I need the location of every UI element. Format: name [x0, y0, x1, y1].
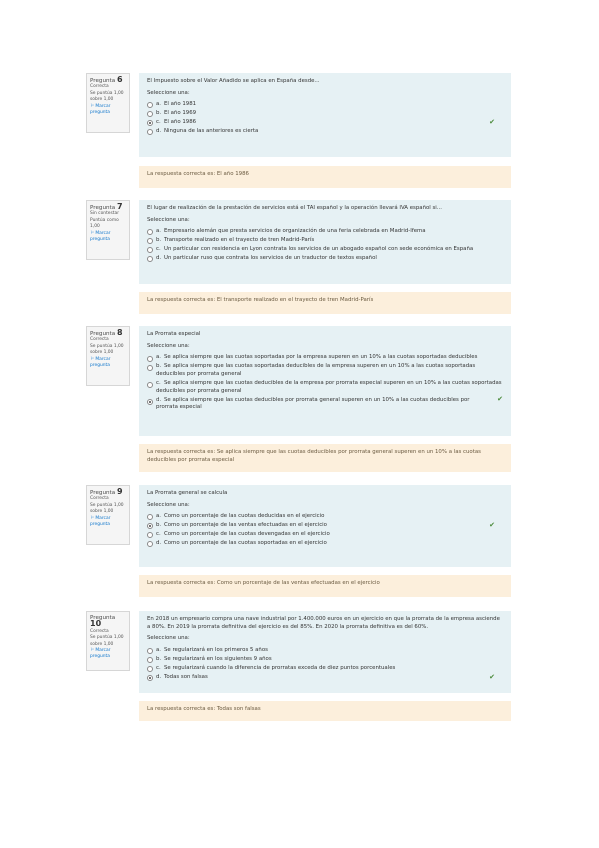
answer-option[interactable]: a. El año 1981	[147, 100, 503, 109]
flag-icon: ⚐	[90, 356, 94, 362]
question-score: Se puntúa 1,00 sobre 1,00	[90, 343, 124, 356]
question-status: Correcta	[90, 628, 109, 634]
select-label: Seleccione una:	[147, 89, 190, 96]
answer-option[interactable]: a. Empresario alemán que presta servicios de organización de una feria celebrada en Madrid-Ifema	[147, 227, 503, 236]
flag-question-button[interactable]: ⚐ Marcar pregunta	[90, 103, 111, 116]
answer-option[interactable]: d. Un particular ruso que contrata los servicios de un traductor de textos español	[147, 254, 503, 263]
feedback-text: La respuesta correcta es: Todas son falsas	[147, 706, 261, 712]
radio-button[interactable]	[147, 356, 153, 362]
radio-button[interactable]	[147, 256, 153, 262]
correct-check-icon: ✔	[489, 672, 495, 681]
feedback-box	[139, 166, 511, 188]
question-label: Pregunta	[90, 490, 116, 496]
feedback-text: La respuesta correcta es: El año 1986	[147, 171, 249, 177]
feedback-text: La respuesta correcta es: Como un porcentaje de las ventas efectuadas en el ejercicio	[147, 580, 380, 586]
flag-question-button[interactable]: ⚐ Marcar pregunta	[90, 230, 111, 243]
flag-question-button[interactable]: ⚐ Marcar pregunta	[90, 648, 111, 660]
question-text: El lugar de realización de la prestación de servicios está el TAI español y la operación llevará IVA español si...	[147, 205, 442, 211]
radio-button[interactable]	[147, 657, 153, 663]
question-status: Sin contestar	[90, 211, 119, 217]
correct-check-icon: ✔	[489, 521, 495, 529]
radio-button-selected[interactable]	[147, 399, 153, 405]
select-label: Seleccione una:	[147, 342, 190, 349]
question-label: Pregunta	[90, 331, 116, 337]
radio-button[interactable]	[147, 382, 153, 388]
radio-button[interactable]	[147, 365, 153, 371]
flag-question-button[interactable]: ⚐ Marcar pregunta	[90, 515, 111, 528]
question-content	[139, 485, 511, 567]
question-content	[139, 73, 511, 157]
question-info	[86, 485, 130, 545]
answer-option[interactable]: a. Se aplica siempre que las cuotas soportadas por la empresa superen en un 10% a las cuotas soportadas deducibles	[147, 353, 503, 362]
answer-option[interactable]: b. El año 1969	[147, 109, 503, 118]
radio-button[interactable]	[147, 129, 153, 135]
answer-option[interactable]: b. Se regularizará en los siguientes 9 años	[147, 655, 503, 664]
feedback-box	[139, 292, 511, 314]
question-content	[139, 611, 511, 693]
feedback-text: La respuesta correcta es: Se aplica siempre que las cuotas deducibles por prorrata general superen en un 10% a las cuotas deducibles por prorrata especial	[147, 449, 481, 463]
radio-button[interactable]	[147, 229, 153, 235]
answer-option[interactable]: c. Se aplica siempre que las cuotas deducibles de la empresa por prorrata especial superen en un 10% a las cuotas soportadas deducibles por prorrata general	[147, 379, 503, 396]
correct-check-icon: ✔	[489, 118, 495, 126]
question-label: Pregunta	[90, 205, 116, 211]
correct-check-icon: ✔	[497, 395, 503, 404]
answer-option-selected[interactable]: d. Todas son falsas ✔	[147, 673, 503, 682]
radio-button[interactable]	[147, 648, 153, 654]
flag-icon: ⚐	[90, 648, 94, 654]
answer-option[interactable]: b. Transporte realizado en el trayecto de tren Madrid-París	[147, 236, 503, 245]
question-status: Correcta	[90, 84, 109, 90]
radio-button[interactable]	[147, 238, 153, 244]
answer-option[interactable]: a. Se regularizará en los primeros 5 años	[147, 646, 503, 655]
feedback-box	[139, 701, 511, 721]
select-label: Seleccione una:	[147, 501, 190, 508]
feedback-box	[139, 444, 511, 472]
question-text: La Prorrata especial	[147, 331, 201, 337]
answer-option[interactable]: a. Como un porcentaje de las cuotas deducidas en el ejercicio	[147, 512, 503, 521]
question-info	[86, 73, 130, 133]
question-text: En 2018 un empresario compra una nave industrial por 1.400.000 euros en un ejercicio en que la prorrata de la empresa asciende a 80%. En 2019 la prorrata definitiva del ejercicio es del 85%. En 2020 la prorrata definitiva es del 60%.	[147, 616, 500, 630]
question-number: 6	[116, 75, 123, 84]
flag-icon: ⚐	[90, 515, 94, 521]
question-status: Correcta	[90, 337, 109, 343]
flag-icon: ⚐	[90, 230, 94, 236]
question-info	[86, 200, 130, 260]
question-status: Correcta	[90, 496, 109, 502]
answer-option[interactable]: c. Un particular con residencia en Lyon contrata los servicios de un abogado español con sede económica en España	[147, 245, 503, 254]
question-score: Se puntúa 1,00 sobre 1,00	[90, 635, 124, 647]
radio-button[interactable]	[147, 541, 153, 547]
question-score: Se puntúa 1,00 sobre 1,00	[90, 90, 124, 103]
select-label: Seleccione una:	[147, 635, 190, 641]
radio-button[interactable]	[147, 111, 153, 117]
question-content	[139, 326, 511, 436]
radio-button[interactable]	[147, 514, 153, 520]
question-info	[86, 326, 130, 386]
question-score: Puntúa como 1,00	[90, 217, 119, 230]
feedback-text: La respuesta correcta es: El transporte realizado en el trayecto de tren Madrid-París	[147, 297, 374, 303]
question-number: 7	[116, 202, 123, 211]
question-label: Pregunta	[90, 78, 116, 84]
question-text: La Prorrata general se calcula	[147, 490, 228, 496]
flag-icon: ⚐	[90, 103, 94, 109]
radio-button[interactable]	[147, 247, 153, 253]
feedback-box	[139, 575, 511, 597]
radio-button[interactable]	[147, 666, 153, 672]
question-info	[86, 611, 130, 671]
answer-option-selected[interactable]: b. Como un porcentaje de las ventas efectuadas en el ejercicio ✔	[147, 521, 503, 530]
radio-button-selected[interactable]	[147, 675, 153, 681]
radio-button-selected[interactable]	[147, 120, 153, 126]
question-number: 10	[90, 619, 102, 629]
select-label: Seleccione una:	[147, 216, 190, 223]
answer-option[interactable]: d. Como un porcentaje de las cuotas soportadas en el ejercicio	[147, 539, 503, 548]
radio-button-selected[interactable]	[147, 523, 153, 529]
answer-option[interactable]: c. Como un porcentaje de las cuotas devengadas en el ejercicio	[147, 530, 503, 539]
answer-option-selected[interactable]: c. El año 1986 ✔	[147, 118, 503, 127]
answer-option[interactable]: c. Se regularizará cuando la diferencia de prorratas exceda de diez puntos porcentuales	[147, 664, 503, 673]
answer-option-selected[interactable]: d. Se aplica siempre que las cuotas deducibles por prorrata general superen en un 10% a las cuotas deducibles por prorrata especial ✔	[147, 396, 503, 413]
flag-question-button[interactable]: ⚐ Marcar pregunta	[90, 356, 111, 369]
answer-option[interactable]: b. Se aplica siempre que las cuotas soportadas deducibles de la empresa superen en un 10% a las cuotas soportadas deducibles por prorrata general	[147, 362, 503, 379]
question-content	[139, 200, 511, 284]
question-number: 9	[116, 487, 123, 496]
answer-option[interactable]: d. Ninguna de las anteriores es cierta	[147, 127, 503, 136]
radio-button[interactable]	[147, 102, 153, 108]
question-label: Pregunta	[90, 615, 116, 621]
question-score: Se puntúa 1,00 sobre 1,00	[90, 502, 124, 515]
question-text: El Impuesto sobre el Valor Añadido se aplica en España desde...	[147, 78, 320, 84]
question-number: 8	[116, 328, 123, 337]
radio-button[interactable]	[147, 532, 153, 538]
